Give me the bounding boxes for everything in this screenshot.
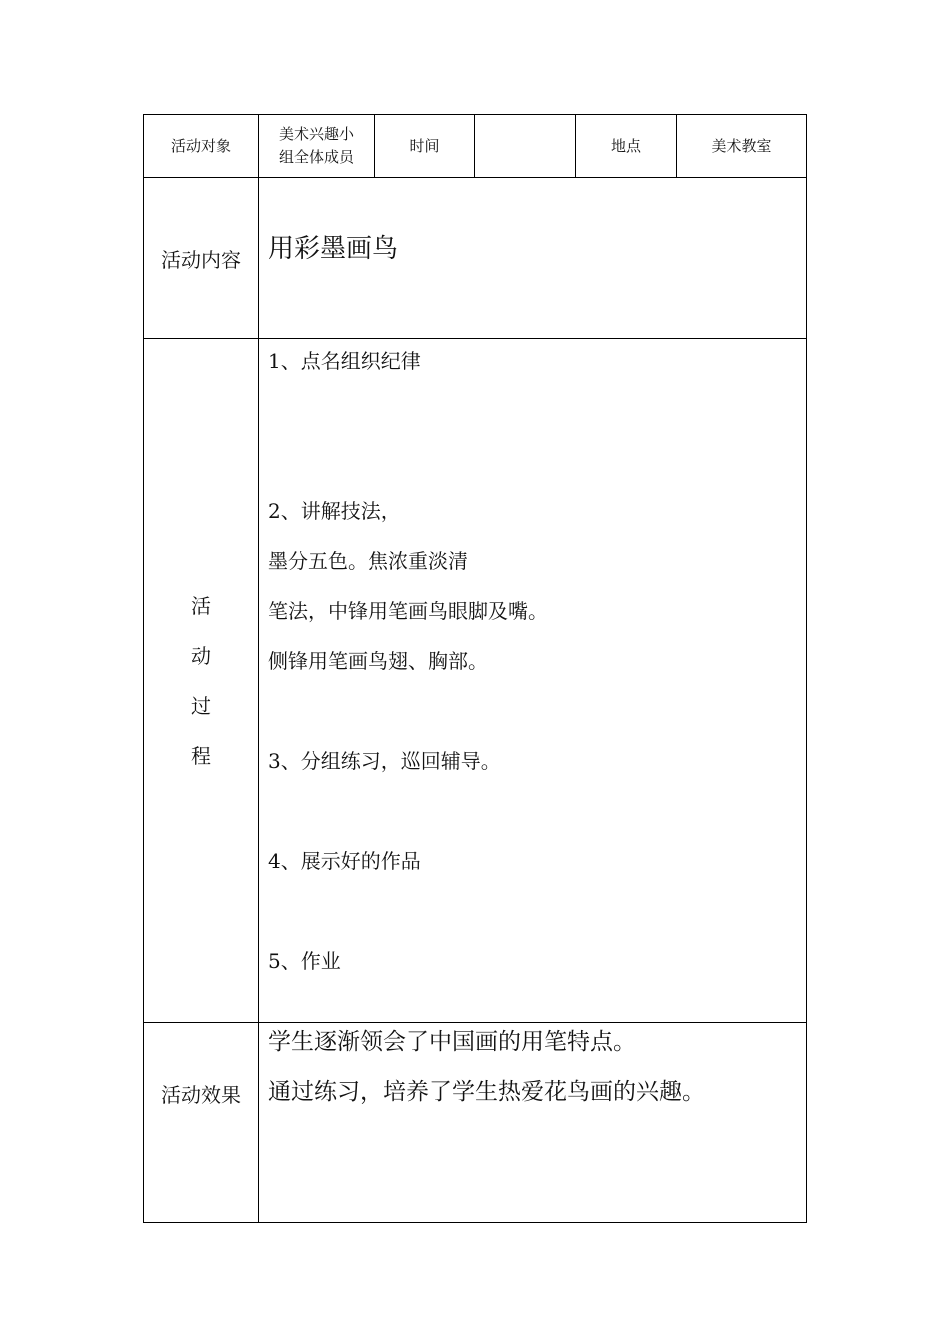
process-label-char: 程 xyxy=(191,743,211,768)
target-value-line1: 美术兴趣小 xyxy=(278,125,354,143)
process-line: 墨分五色。焦浓重淡清 xyxy=(268,549,468,573)
process-label-char: 过 xyxy=(191,693,211,718)
process-line: 5、作业 xyxy=(268,949,341,973)
place-value: 美术教室 xyxy=(711,136,772,155)
process-line: 2、讲解技法， xyxy=(268,499,401,523)
header-row xyxy=(144,115,807,178)
process-label-cell xyxy=(144,339,259,1023)
process-line xyxy=(268,395,806,445)
content-label: 活动内容 xyxy=(161,247,241,272)
effect-label-cell xyxy=(144,1023,259,1223)
time-label: 时间 xyxy=(409,136,440,155)
process-label-char: 活 xyxy=(191,593,211,618)
place-label-cell xyxy=(576,115,677,178)
process-line xyxy=(268,795,806,845)
effect-body-cell xyxy=(259,1023,807,1223)
process-line: 3、分组练习，巡回辅导。 xyxy=(268,749,501,773)
activity-plan-table xyxy=(143,114,807,1223)
place-value-cell xyxy=(677,115,807,178)
process-line xyxy=(268,895,806,945)
content-value: 用彩墨画鸟 xyxy=(268,234,399,264)
process-line xyxy=(268,695,806,745)
content-label-cell xyxy=(144,178,259,339)
effect-line: 通过练习，培养了学生热爱花鸟画的兴趣。 xyxy=(268,1079,705,1105)
effect-line: 学生逐渐领会了中国画的用笔特点。 xyxy=(268,1029,636,1055)
place-label: 地点 xyxy=(610,136,641,155)
target-label-cell xyxy=(144,115,259,178)
process-line: 侧锋用笔画鸟翅、胸部。 xyxy=(268,649,488,673)
process-label-char: 动 xyxy=(191,643,211,668)
effect-row xyxy=(144,1023,807,1223)
target-value-line2: 组全体成员 xyxy=(278,148,354,166)
content-value-cell xyxy=(259,178,807,339)
time-value-cell xyxy=(475,115,576,178)
process-line xyxy=(268,445,806,495)
process-row xyxy=(144,339,807,1023)
target-label: 活动对象 xyxy=(170,136,231,155)
process-line: 笔法，中锋用笔画鸟眼脚及嘴。 xyxy=(268,599,548,623)
time-label-cell xyxy=(375,115,475,178)
process-body-cell xyxy=(259,339,807,1023)
process-line: 1、点名组织纪律 xyxy=(268,349,421,373)
target-value-cell xyxy=(259,115,375,178)
effect-label: 活动效果 xyxy=(161,1083,241,1107)
content-row xyxy=(144,178,807,339)
process-line: 4、展示好的作品 xyxy=(268,849,421,873)
